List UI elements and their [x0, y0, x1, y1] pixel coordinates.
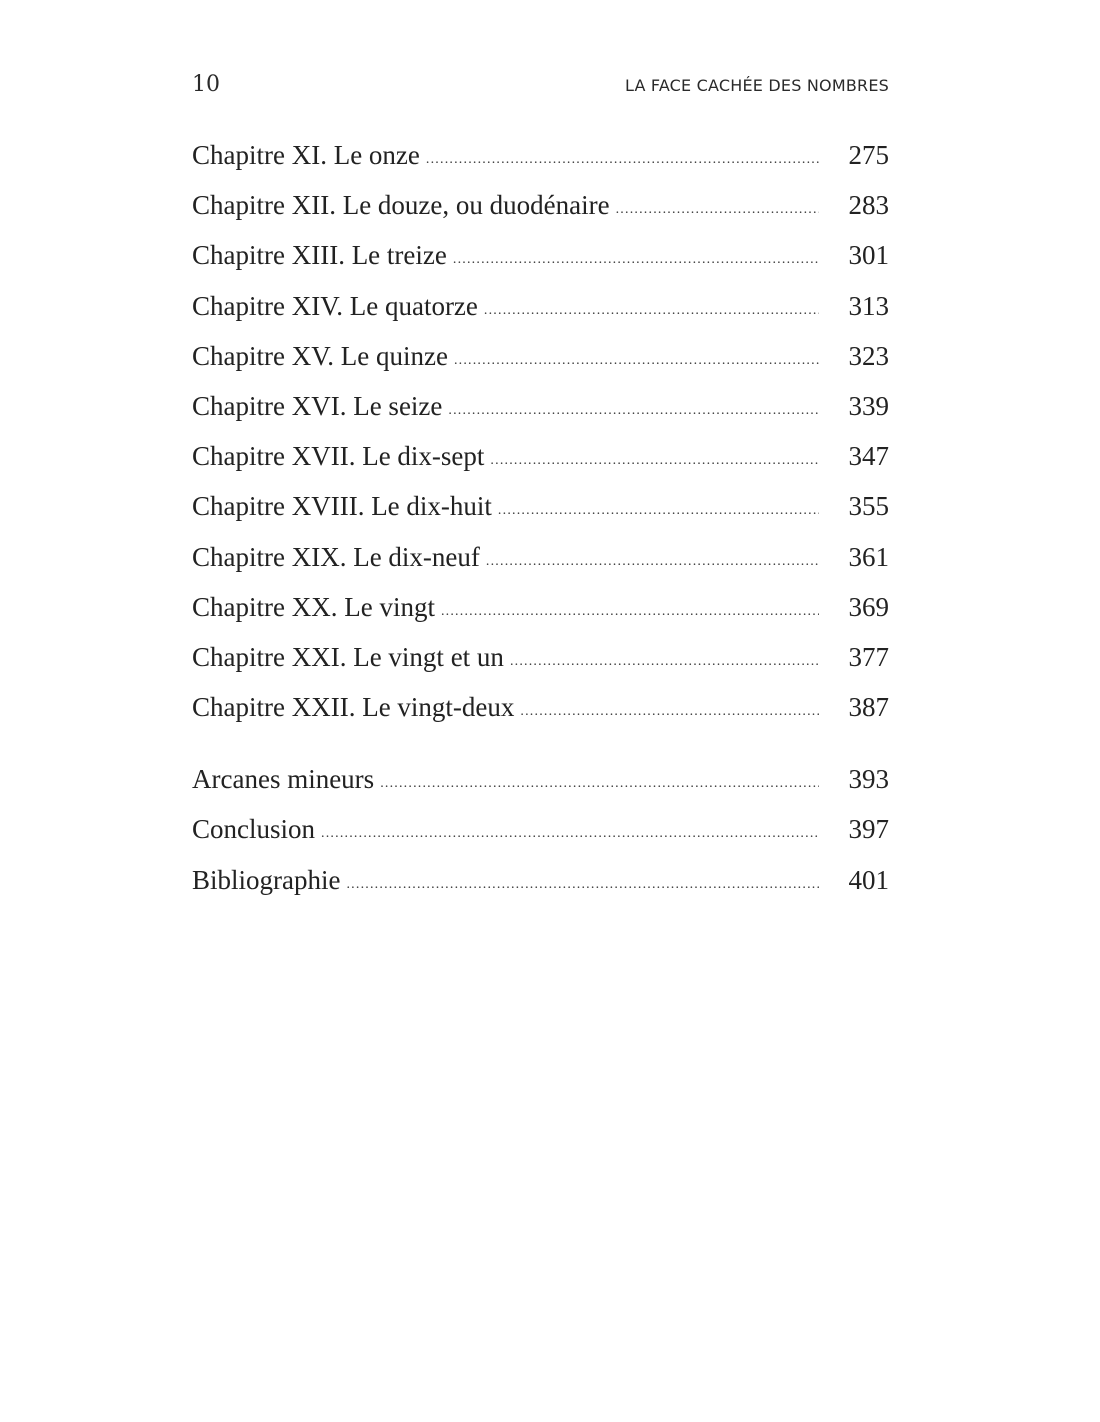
toc-entry-page: 323 — [848, 340, 889, 371]
toc-entry-page: 347 — [848, 441, 889, 472]
toc-entry — [192, 140, 889, 190]
dot-leader — [346, 877, 819, 893]
toc-entry-label: Chapitre XVIII. Le dix-huit — [192, 491, 492, 522]
toc-entry-page: 283 — [848, 190, 889, 221]
table-of-contents — [192, 140, 889, 915]
toc-entry-page: 387 — [848, 692, 889, 723]
dot-leader — [426, 152, 819, 168]
toc-entry-label: Bibliographie — [192, 864, 341, 895]
toc-back-matter-section — [192, 764, 889, 915]
toc-entry-page: 369 — [848, 591, 889, 622]
toc-entry-label: Chapitre XVII. Le dix-sept — [192, 441, 485, 472]
toc-entry-label: Chapitre XXII. Le vingt-deux — [192, 692, 515, 723]
dot-leader — [486, 554, 819, 570]
toc-entry-label: Chapitre XII. Le douze, ou duodénaire — [192, 190, 610, 221]
toc-entry-page: 401 — [848, 864, 889, 895]
toc-entry-label: Chapitre XIX. Le dix-neuf — [192, 541, 480, 572]
toc-entry — [192, 692, 889, 742]
toc-entry-page: 377 — [848, 641, 889, 672]
toc-entry — [192, 642, 889, 692]
toc-entry-page: 393 — [848, 764, 889, 795]
page-number: 10 — [192, 72, 220, 97]
book-title: LA FACE CACHÉE DES NOMBRES — [624, 76, 889, 95]
toc-entry-label: Conclusion — [192, 814, 316, 845]
toc-entry-page: 301 — [848, 240, 889, 271]
dot-leader — [520, 704, 819, 720]
toc-entry — [192, 190, 889, 240]
toc-entry — [192, 441, 889, 491]
dot-leader — [454, 353, 819, 369]
toc-entry-page: 339 — [848, 390, 889, 421]
dot-leader — [490, 453, 819, 469]
toc-entry-label: Chapitre XV. Le quinze — [192, 340, 448, 371]
dot-leader — [448, 403, 819, 419]
toc-entry — [192, 592, 889, 642]
toc-entry-page: 397 — [848, 814, 889, 845]
toc-entry-page: 355 — [848, 491, 889, 522]
dot-leader — [484, 303, 819, 319]
dot-leader — [510, 654, 819, 670]
toc-entry — [192, 814, 889, 864]
toc-entry — [192, 240, 889, 290]
toc-entry-page: 313 — [848, 290, 889, 321]
dot-leader — [498, 503, 819, 519]
toc-entry-label: Arcanes mineurs — [192, 764, 375, 795]
toc-entry — [192, 491, 889, 541]
toc-entry — [192, 291, 889, 341]
dot-leader — [441, 604, 819, 620]
dot-leader — [616, 202, 819, 218]
toc-entry — [192, 341, 889, 391]
running-head — [192, 70, 889, 102]
toc-entry-label: Chapitre XIII. Le treize — [192, 240, 447, 271]
toc-entry-label: Chapitre XX. Le vingt — [192, 591, 435, 622]
toc-entry-label: Chapitre XVI. Le seize — [192, 390, 443, 421]
dot-leader — [453, 252, 819, 268]
toc-entry-page: 275 — [848, 140, 889, 170]
toc-entry — [192, 865, 889, 915]
toc-entry-label: Chapitre XIV. Le quatorze — [192, 290, 478, 321]
toc-entry-page: 361 — [848, 541, 889, 572]
toc-entry — [192, 391, 889, 441]
toc-entry-label: Chapitre XXI. Le vingt et un — [192, 641, 504, 672]
toc-entry — [192, 764, 889, 814]
dot-leader — [380, 776, 819, 792]
toc-chapters-section — [192, 140, 889, 742]
toc-entry — [192, 542, 889, 592]
dot-leader — [321, 826, 819, 842]
toc-entry-label: Chapitre XI. Le onze — [192, 140, 420, 170]
